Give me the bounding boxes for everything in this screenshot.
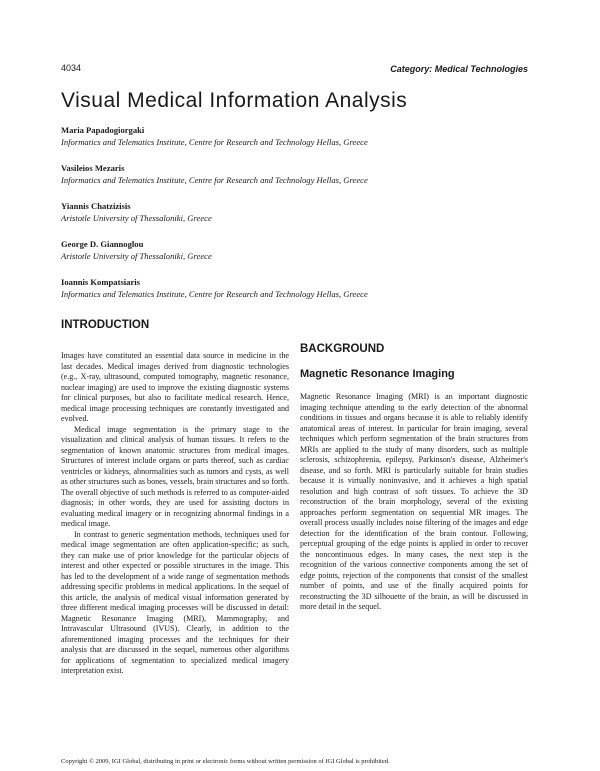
author-entry — [61, 276, 541, 300]
background-paragraph: Magnetic Resonance Imaging (MRI) is an important diagnostic imaging technique attending to the early detection of the abnormal conditions in tissues and organs because it is able to reliably identify anatomical areas of interest. In particular for brain imaging, several techniques which perform segmentation of the brain structures from MRIs are applied to the study of many disorders, such as multiple sclerosis, schizophrenia, epilepsy, Parkinson's disease, Alzheimer's disease, and so forth. MRI is particularly suitable for brain studies because it is virtually noninvasive, and it achieves a high spatial resolution and high contrast of soft tissues. To achieve the 3D reconstruction of the brain morphology, several of the existing approaches perform segmentation on sequential MR images. The overall process usually includes noise filtering of the images and edge detection for the identification of the brain contour. Following, perceptual grouping of the edge points is applied in order to recover the noncontinuous edges. In many cases, the next step is the recognition of the various connective components among the set of edge points, rejection of the components that consist of the smallest number of points, and use of the finally acquired points for reconstructing the 3D silhouette of the brain, as will be discussed in more detail in the sequel. — [300, 392, 528, 611]
left-column — [61, 318, 289, 677]
background-heading: BACKGROUND — [300, 343, 385, 355]
author-affiliation: Informatics and Telematics Institute, Centre for Research and Technology Hellas, Greece — [61, 175, 368, 185]
author-affiliation: Aristotle University of Thessaloniki, Greece — [61, 213, 212, 223]
author-affiliation: Aristotle University of Thessaloniki, Greece — [61, 251, 212, 261]
right-column — [300, 318, 528, 613]
author-affiliation: Informatics and Telematics Institute, Centre for Research and Technology Hellas, Greece — [61, 289, 368, 299]
author-entry — [61, 162, 541, 186]
author-name: Ioannis Kompatsiaris — [61, 277, 141, 287]
author-affiliation: Informatics and Telematics Institute, Centre for Research and Technology Hellas, Greece — [61, 137, 368, 147]
author-name: Vasileios Mezaris — [61, 163, 125, 173]
mri-subheading: Magnetic Resonance Imaging — [300, 368, 455, 380]
author-entry — [61, 238, 541, 262]
category-label: Category: Medical Technologies — [390, 64, 528, 74]
intro-paragraph-1: Images have constituted an essential data source in medicine in the last decades. Medical images derived from diagnostic technologies (e.g., X-ray, ultrasound, computed tomography, magnetic resonance, nuclear imaging) are used to improve the existing diagnostic systems for clinical purposes, but also to facilitate medical research. Hence, medical image processing techniques are constantly investigated and evolved. — [61, 351, 289, 423]
page-number: 4034 — [61, 63, 82, 73]
author-name: George D. Giannoglou — [61, 239, 144, 249]
intro-paragraph-2: Medical image segmentation is the primary stage to the visualization and clinical analysis of human tissues. It refers to the segmentation of known anatomic structures from medical images. Structures of interest include organs or parts thereof, such as cardiac ventricles or kidneys, abnormalities such as tumors and cysts, as well as other structures such as bones, vessels, brain structures and so forth. The overall objective of such methods is referred to as computer-aided diagnosis; in other words, they are used for assisting doctors in evaluating medical imagery or in recognizing abnormal findings in a medical image. — [61, 424, 289, 528]
author-name: Yiannis Chatzizisis — [61, 201, 131, 211]
author-entry — [61, 124, 541, 148]
article-title: Visual Medical Information Analysis — [61, 89, 408, 112]
author-list — [61, 124, 541, 314]
copyright-notice: Copyright © 2009, IGI Global, distributing in print or electronic forms without written permission of IGI Global is prohibited. — [61, 758, 390, 765]
introduction-heading: INTRODUCTION — [61, 319, 150, 331]
author-entry — [61, 200, 541, 224]
author-name: Maria Papadogiorgaki — [61, 125, 145, 135]
intro-paragraph-3: In contrast to generic segmentation methods, techniques used for medical image segmentation are often application-specific; as such, they can make use of prior knowledge for the particular objects of interest and other expected or possible structures in the image. This has led to the development of a wide range of segmentation methods addressing specific problems in medical applications. In the sequel of this article, the analysis of medical visual information generated by three different medical imaging processes will be discussed in detail: Magnetic Resonance Imaging (MRI), Mammography, and Intravascular Ultrasound (IVUS). Clearly, in addition to the aforementioned imaging processes and the techniques for their analysis that are discussed in the sequel, numerous other algorithms for applications of segmentation to specialized medical imagery interpretation exist. — [61, 529, 289, 675]
